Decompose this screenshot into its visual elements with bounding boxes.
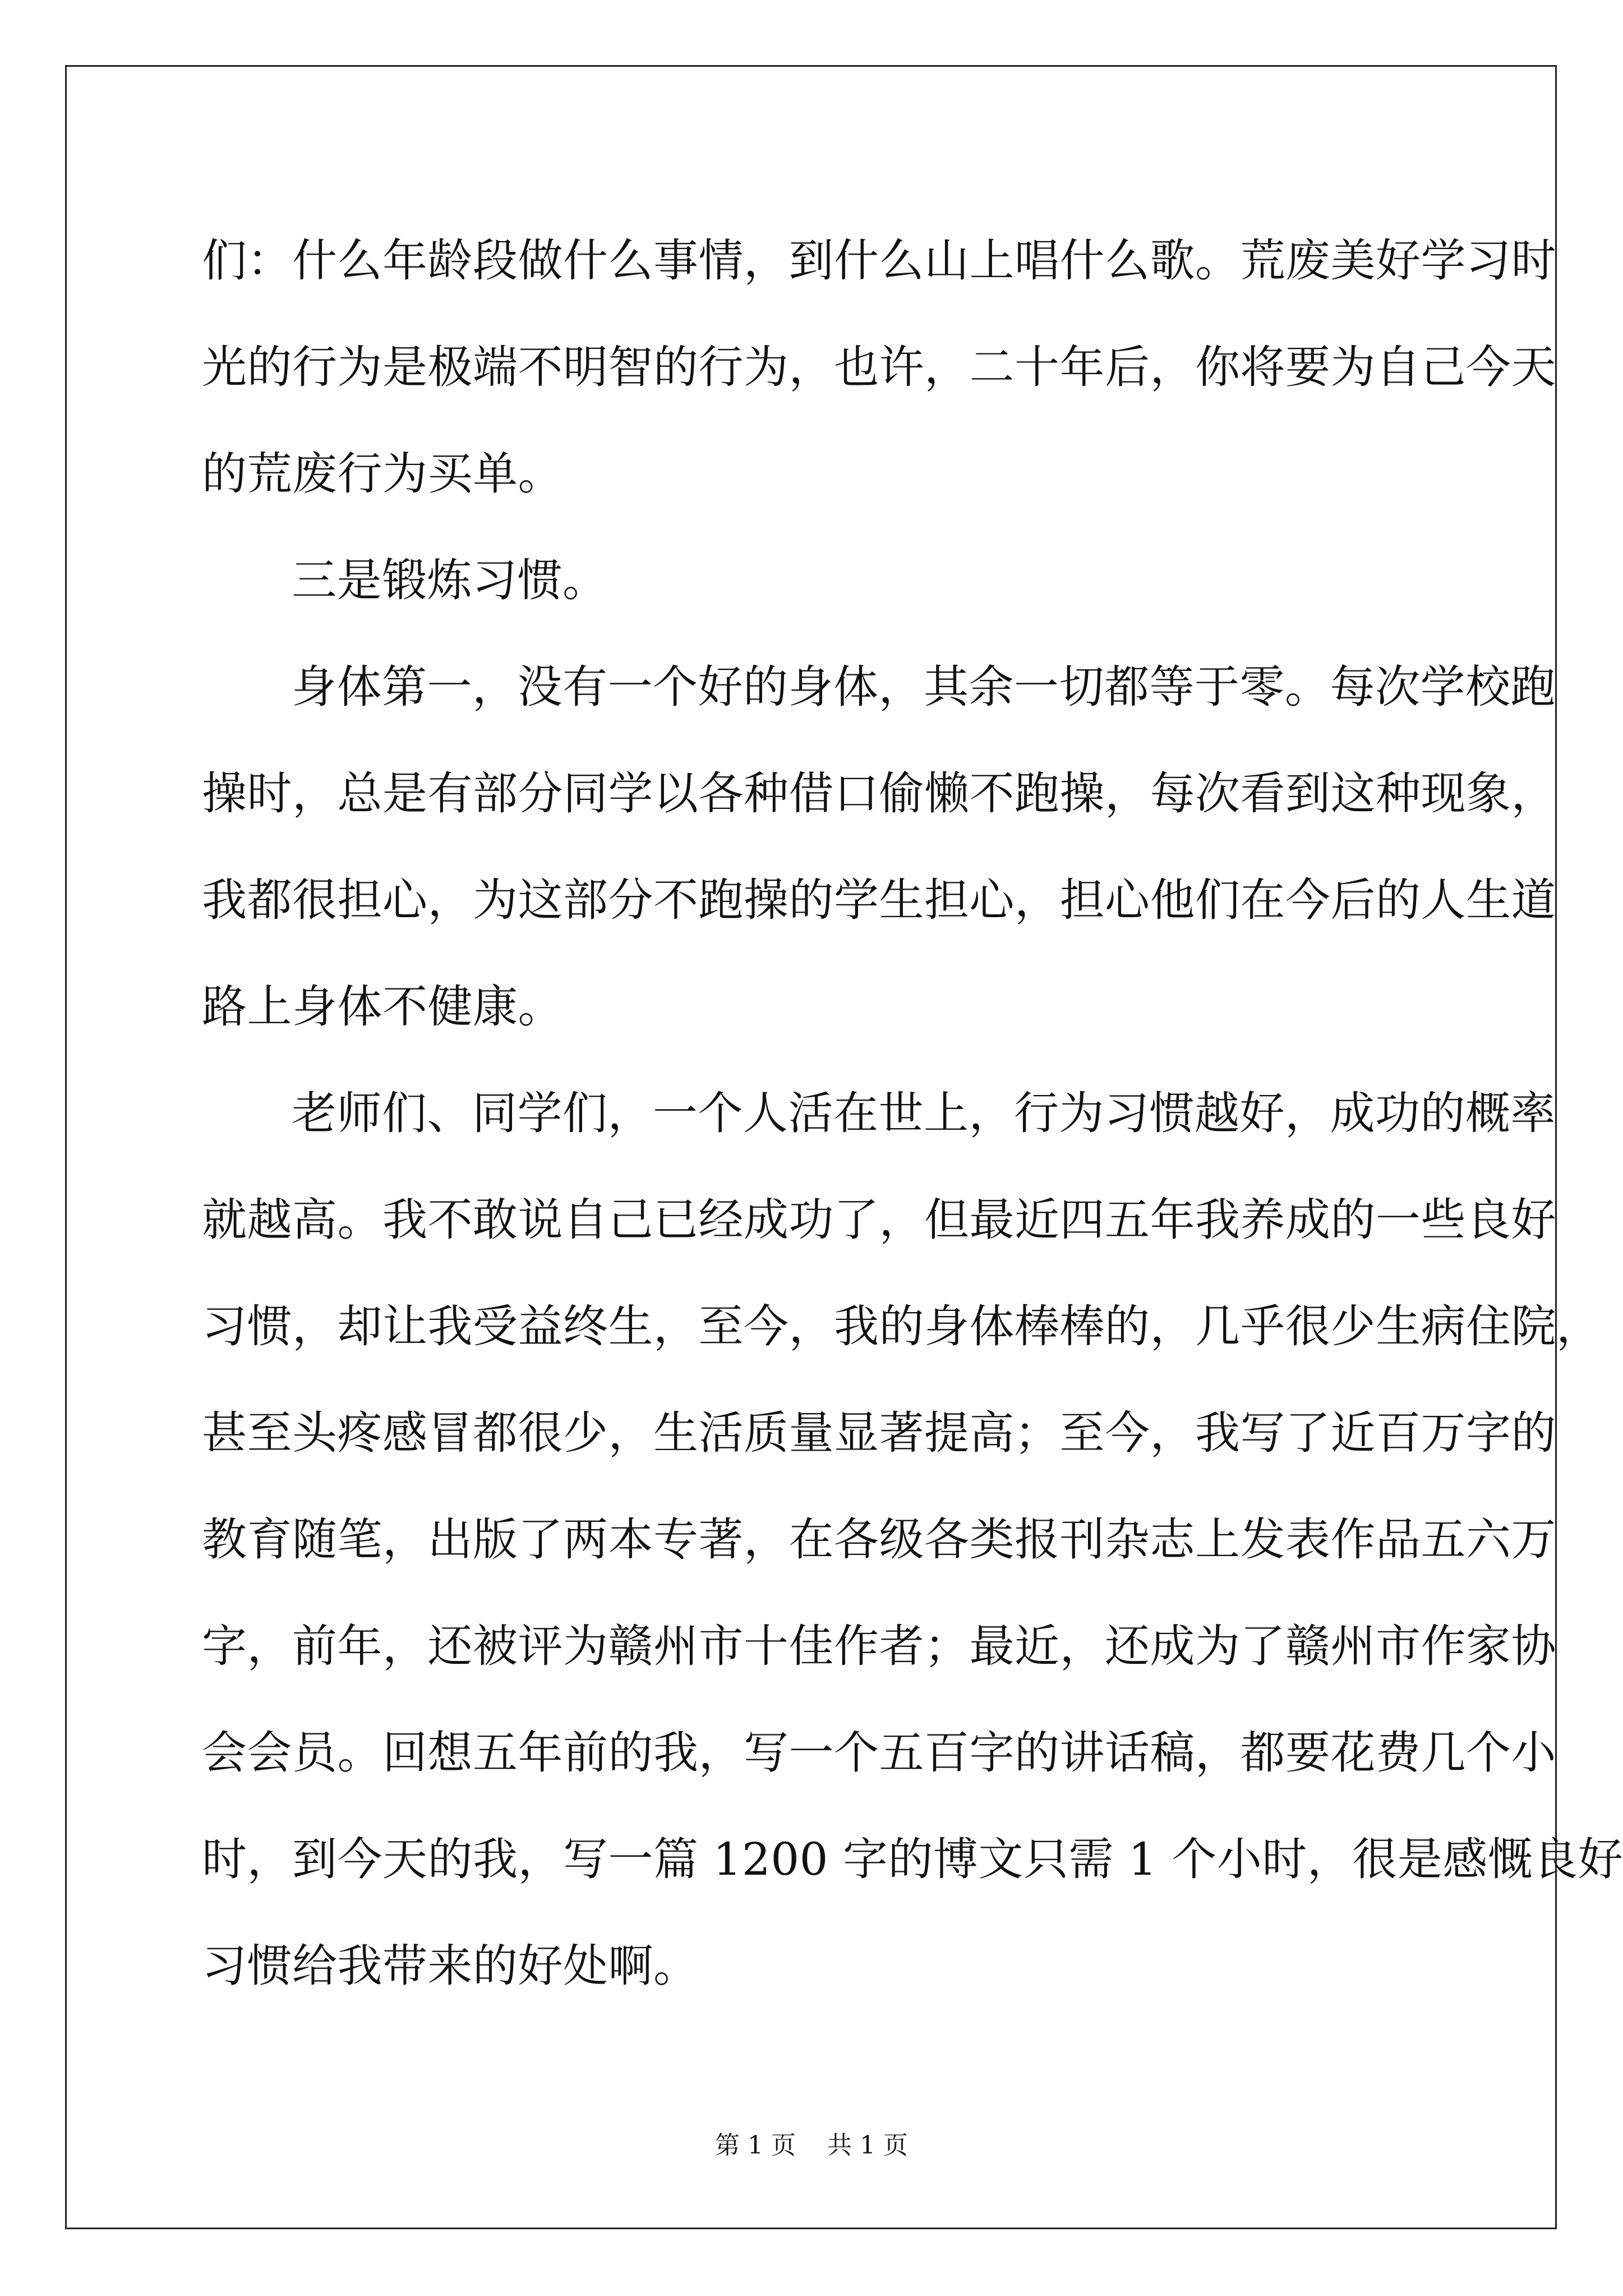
text-line: 习惯，却让我受益终生，至今，我的身体棒棒的，几乎很少生病住院， bbox=[202, 1300, 1602, 1352]
text-line: 们：什么年龄段做什么事情，到什么山上唱什么歌。荒废美好学习时 bbox=[202, 234, 1556, 287]
text-line: 会会员。回想五年前的我，写一个五百字的讲话稿，都要花费几个小 bbox=[202, 1727, 1556, 1779]
text-line: 教育随笔，出版了两本专著，在各级各类报刊杂志上发表作品五六万 bbox=[202, 1513, 1556, 1566]
page-number-footer: 第 1 页 共 1 页 bbox=[715, 2131, 908, 2160]
text-line: 字，前年，还被评为赣州市十佳作者；最近，还成为了赣州市作家协 bbox=[202, 1620, 1556, 1672]
text-line: 甚至头疼感冒都很少，生活质量显著提高；至今，我写了近百万字的 bbox=[202, 1407, 1556, 1459]
text-line: 我都很担心，为这部分不跑操的学生担心，担心他们在今后的人生道 bbox=[202, 874, 1556, 926]
text-line: 光的行为是极端不明智的行为，也许，二十年后，你将要为自己今天 bbox=[202, 341, 1556, 393]
text-line: 时，到今天的我，写一篇 1200 字的博文只需 1 个小时，很是感慨良好 bbox=[202, 1833, 1623, 1885]
section-heading: 三是锻炼习惯。 bbox=[292, 554, 608, 606]
text-line: 身体第一，没有一个好的身体，其余一切都等于零。每次学校跑 bbox=[292, 661, 1556, 713]
text-line: 路上身体不健康。 bbox=[202, 981, 563, 1033]
document-body bbox=[202, 208, 1623, 2019]
text-line: 操时，总是有部分同学以各种借口偷懒不跑操，每次看到这种现象， bbox=[202, 767, 1556, 820]
text-line: 习惯给我带来的好处啊。 bbox=[202, 1940, 699, 1992]
text-line: 老师们、同学们，一个人活在世上，行为习惯越好，成功的概率 bbox=[292, 1087, 1556, 1139]
text-line: 的荒废行为买单。 bbox=[202, 448, 563, 500]
text-line: 就越高。我不敢说自己已经成功了，但最近四五年我养成的一些良好 bbox=[202, 1194, 1556, 1246]
